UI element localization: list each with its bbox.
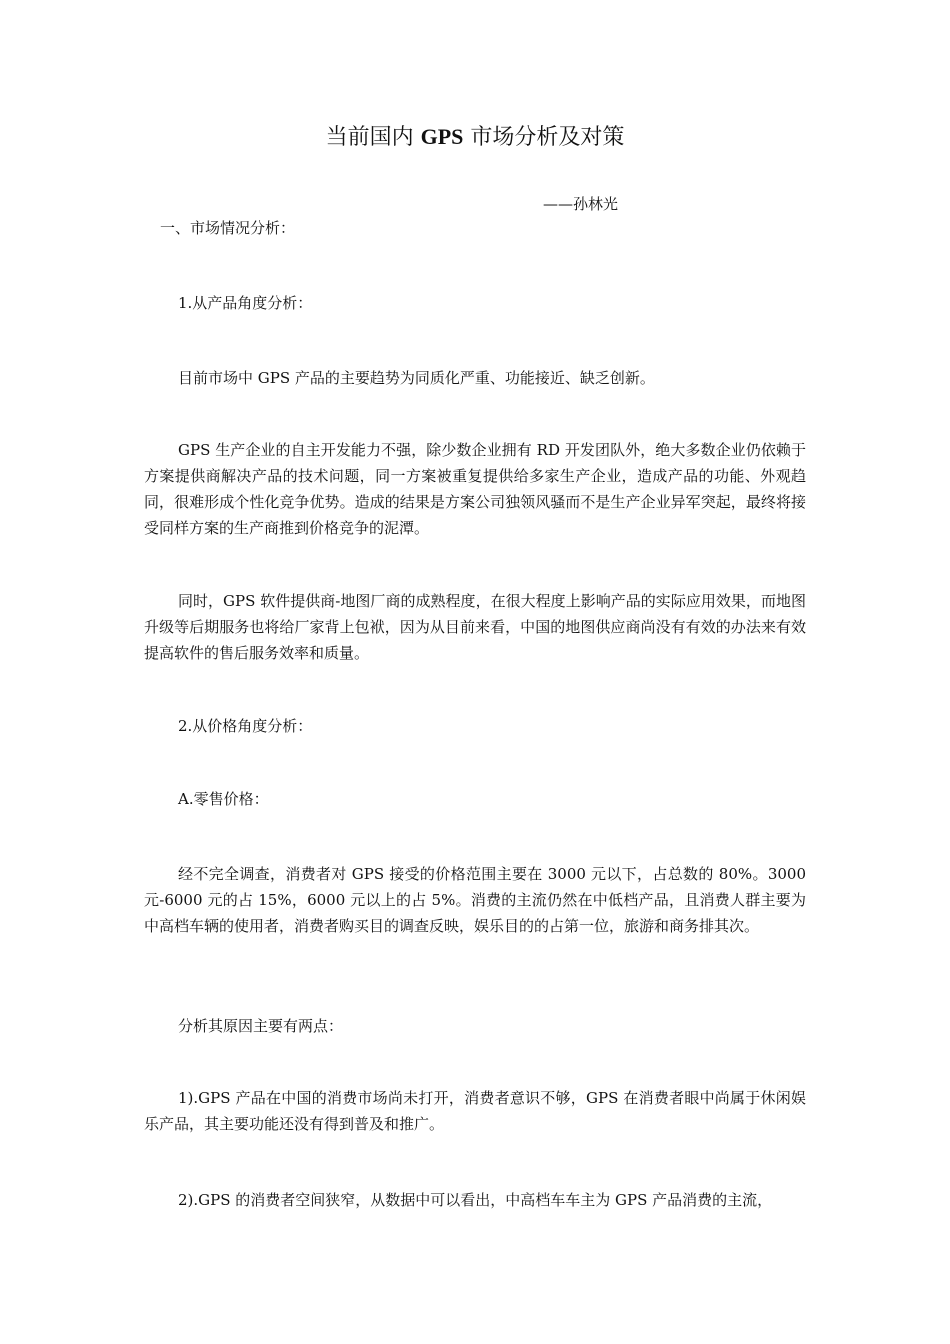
author-line: ——孙林光 bbox=[543, 195, 619, 213]
title-prefix: 当前国内 bbox=[325, 125, 421, 150]
title-gps: GPS bbox=[420, 124, 464, 149]
document-title bbox=[0, 122, 950, 153]
paragraph-software-map-vendors: 同时，GPS 软件提供商-地图厂商的成熟程度，在很大程度上影响产品的实际应用效果，而地图升级等后期服务也将给厂家背上包袱，因为从目前来看，中国的地图供应商尚没有有效的办法来有效提高软件的售后服务效率和质量。 bbox=[144, 592, 806, 662]
paragraph-price-survey: 经不完全调查，消费者对 GPS 接受的价格范围主要在 3000 元以下，占总数的 80%。3000 元-6000 元的占 15%，6000 元以上的占 5%。消费的主流仍然在中低档产品，且消费人群主要为中高档车辆的使用者，消费者购买目的调查反映，娱乐目的的占第一位，旅游和商务排其次。 bbox=[144, 865, 806, 935]
section-heading-market-analysis: 一、市场情况分析： bbox=[160, 219, 296, 237]
subheading-price-angle: 2.从价格角度分析： bbox=[178, 717, 313, 735]
paragraph-development-capability: GPS 生产企业的自主开发能力不强，除少数企业拥有 RD 开发团队外，绝大多数企业仍依赖于方案提供商解决产品的技术问题，同一方案被重复提供给多家生产企业，造成产品的功能、外观趋同，很难形成个性化竞争优势。造成的结果是方案公司独领风骚而不是生产企业异军突起，最终将接受同样方案的生产商推到价格竞争的泥潭。 bbox=[144, 441, 806, 537]
title-suffix: 市场分析及对策 bbox=[463, 125, 625, 150]
paragraph-reason-two: 2).GPS 的消费者空间狭窄，从数据中可以看出，中高档车车主为 GPS 产品消费的主流， bbox=[178, 1191, 773, 1209]
paragraph-two-reasons: 分析其原因主要有两点： bbox=[178, 1017, 344, 1035]
paragraph-reason-one: 1).GPS 产品在中国的消费市场尚未打开，消费者意识不够，GPS 在消费者眼中尚属于休闲娱乐产品，其主要功能还没有得到普及和推广。 bbox=[144, 1089, 806, 1133]
subheading-retail-price: A.零售价格： bbox=[178, 790, 269, 808]
paragraph-product-trend: 目前市场中 GPS 产品的主要趋势为同质化严重、功能接近、缺乏创新。 bbox=[178, 369, 655, 387]
subheading-product-angle: 1.从产品角度分析： bbox=[178, 294, 313, 312]
